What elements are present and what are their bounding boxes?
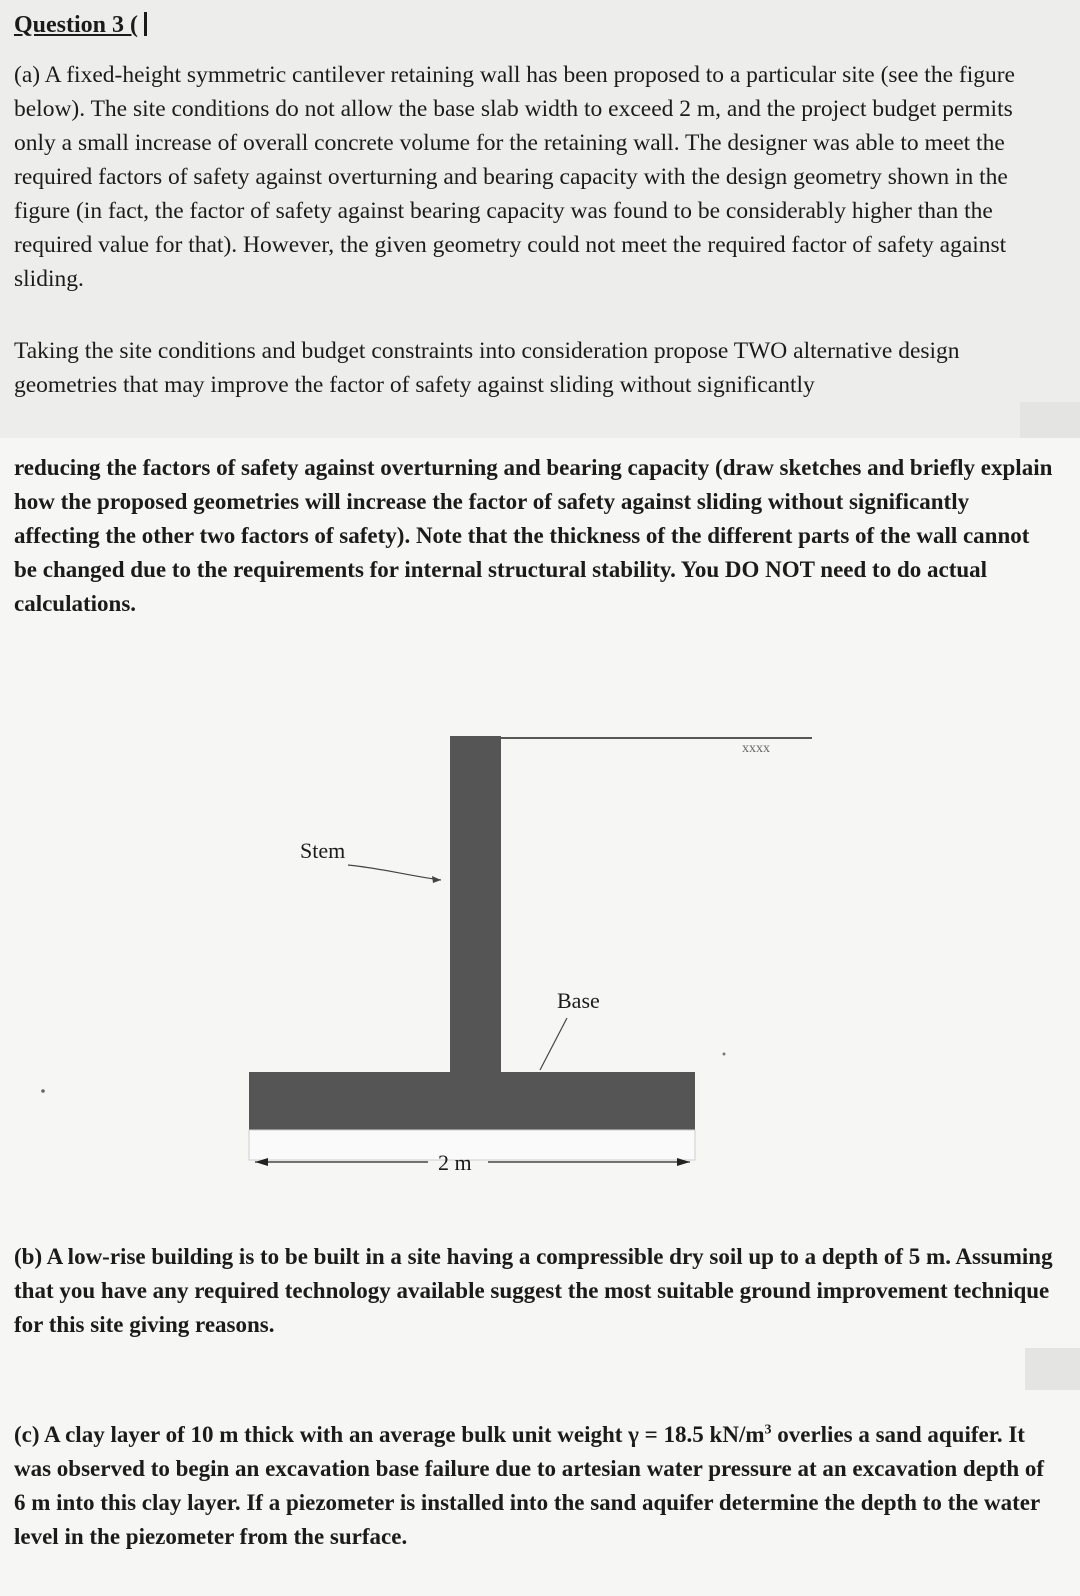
base-label: Base — [557, 988, 600, 1013]
wall-stem — [450, 736, 501, 1078]
backfill-hatch: xxxx — [742, 741, 770, 756]
retaining-wall-figure — [0, 700, 1080, 1220]
stem-leader-line — [348, 865, 441, 880]
stem-label: Stem — [300, 838, 346, 863]
edge-strip — [1020, 402, 1080, 438]
stray-dot — [723, 1053, 726, 1056]
unit-superscript: 3 — [764, 1422, 772, 1438]
part-a-task-paragraph: Taking the site conditions and budget constraints into consideration propose TWO alternative design geometries that may improve the factor of safety against sliding without significantly — [14, 338, 960, 398]
title-cursor-mark — [144, 12, 147, 36]
part-b-paragraph: (b) A low-rise building is to be built in a site having a compressible dry soil up to a depth of 5 m. Assuming that you have any required technology available suggest the most suitable ground improvement technique for this site giving reasons. — [14, 1244, 1053, 1337]
question-title: Question 3 ( — [14, 12, 147, 39]
part-a-paragraph: (a) A fixed-height symmetric cantilever retaining wall has been proposed to a particular site (see the figure below). The site conditions do not allow the base slab width to exceed 2 m, and the project budget permits only a small increase of overall concrete volume for the retaining wall. The designer was able to meet the required factors of safety against overturning and bearing capacity with the design geometry shown in the figure (in fact, the factor of safety against bearing capacity was found to be considerably higher than the required value for that). However, the given geometry could not meet the required factor of safety against sliding. — [14, 62, 1015, 292]
wall-base-slab — [249, 1072, 695, 1132]
dimension-label: 2 m — [438, 1150, 472, 1175]
stem-leader-arrow — [432, 876, 441, 883]
part-a-continuation-paragraph: reducing the factors of safety against overturning and bearing capacity (draw sketches and briefly explain how the proposed geometries will increase the factor of safety against sliding without significantly affecting the other two factors of safety). Note that the thickness of the different parts of the wall cannot be changed due to the requirements for internal structural stability. You DO NOT need to do actual calculations. — [14, 455, 1053, 616]
stray-dot — [41, 1089, 45, 1093]
edge-strip — [1025, 1348, 1080, 1390]
base-leader-line — [540, 1018, 567, 1070]
part-c-paragraph: (c) A clay layer of 10 m thick with an average bulk unit weight γ = 18.5 $kN/m^3$ overlies a sand aquifer. It was observed to begin an excavation base failure due to artesian water pressure at an excavation depth of 6 m into this clay layer. If a piezometer is installed into the sand aquifer determine the depth to the water level in the piezometer from the surface. — [14, 1422, 1045, 1549]
base-underside — [249, 1130, 695, 1160]
